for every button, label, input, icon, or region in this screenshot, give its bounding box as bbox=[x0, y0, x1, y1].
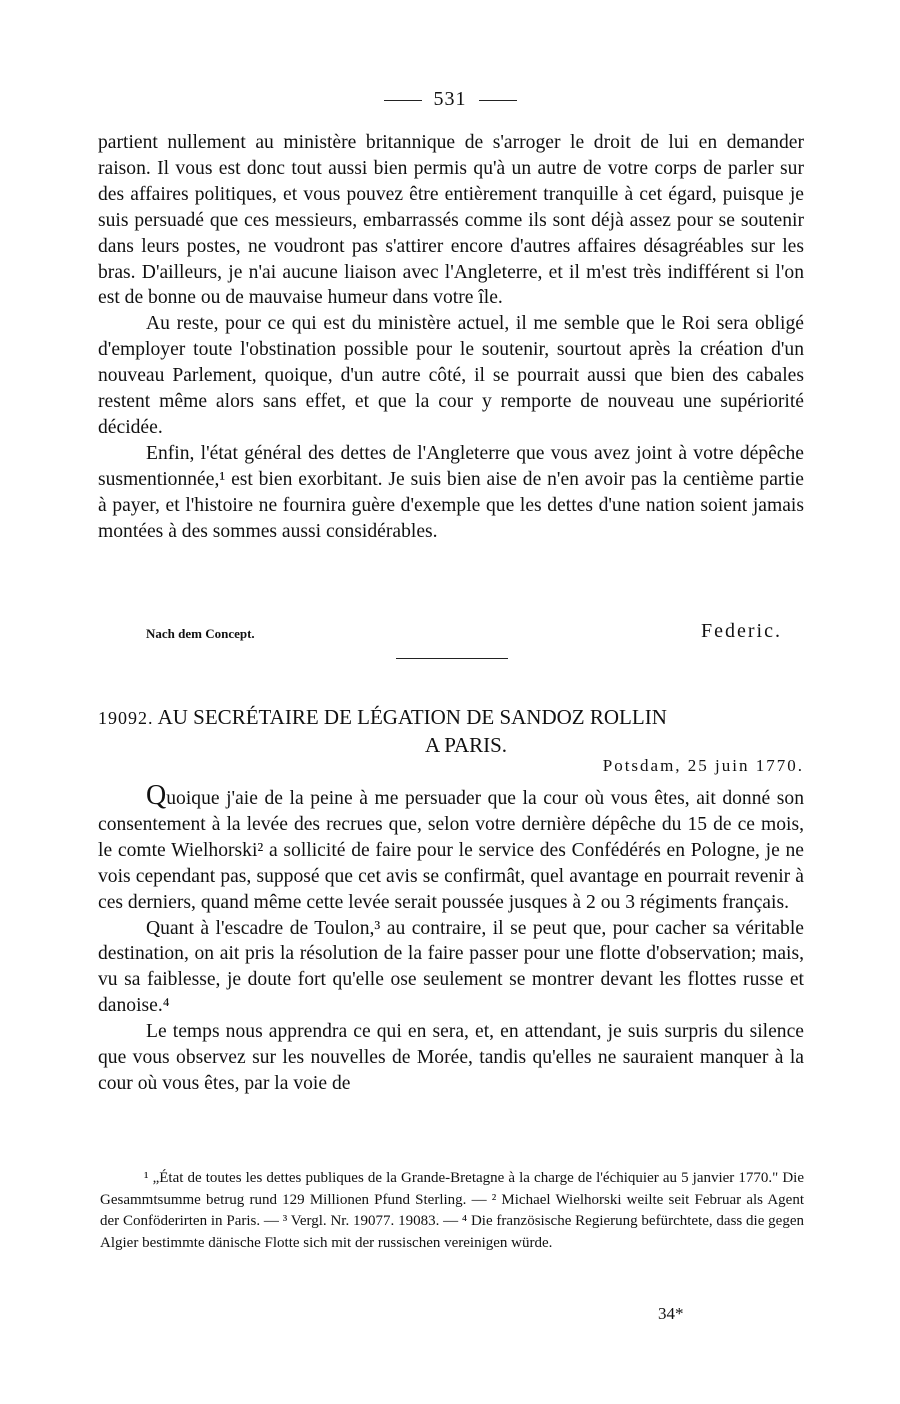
letter-title-line-2: A PARIS. bbox=[424, 733, 508, 757]
footnote-text: ¹ „État de toutes les dettes publiques de la Grande-Bretagne à la charge de l'échiquier au 5 janvier 1770." Die Gesammtsumme betrug rund 129 Millionen Pfund Sterling. — ² Michael Wielhorski weilte seit Februar als Agent der Conföderirten in Paris. — ³ Vergl. Nr. 19077. 19083. — ⁴ Die französische Regierung befürchtete, dass die gegen Algier bestimmte dänische Flotte sich mit der russischen vereinigen würde. bbox=[100, 1170, 804, 1251]
paragraph: Enfin, l'état général des dettes de l'Angleterre que vous avez joint à votre dépêche susmentionnée,¹ est bien exorbitant. Je suis bien aise de n'en avoir pas la centième partie à payer, et l'histoire ne fournira guère d'exemple que les dettes d'une nation soient jamais montées à des sommes aussi considérables. bbox=[98, 442, 804, 542]
letter-heading bbox=[98, 704, 804, 759]
letter-body bbox=[98, 780, 804, 1097]
section-divider bbox=[396, 658, 508, 659]
header-dash-left bbox=[384, 100, 422, 101]
letter-number: 19092. bbox=[98, 708, 154, 728]
header-dash-right bbox=[479, 100, 517, 101]
page-number: 531 bbox=[433, 88, 467, 110]
signature: Federic. bbox=[701, 620, 782, 642]
footnotes bbox=[100, 1168, 804, 1254]
letter-closing bbox=[98, 620, 804, 646]
page-header bbox=[0, 88, 900, 111]
letter-continuation-text bbox=[98, 130, 804, 545]
printer-signature-mark: 34* bbox=[658, 1304, 684, 1323]
source-note: Nach dem Concept. bbox=[146, 626, 255, 641]
paragraph: partient nullement au ministère britannique de s'arroger le droit de lui en demander raison. Il vous est donc tout aussi bien permis qu'à un autre de votre corps de parler sur des affaires politiques, et vous pouvez être entièrement tranquille à cet égard, puisque je suis persuadé que ces messieurs, embarrassés comme ils sont déjà assez pour se soutenir dans leurs postes, ne voudront pas s'attirer encore d'autres affaires désagréables sur les bras. D'ailleurs, je n'ai aucune liaison avec l'Angleterre, et il m'est très indifférent si l'on est de bonne ou de mauvaise humeur dans votre île. bbox=[98, 132, 804, 309]
paragraph: Quant à l'escadre de Toulon,³ au contraire, il se peut que, pour cacher sa véritable destination, on ait pris la résolution de la faire passer pour une flotte d'observation; mais, vu sa faiblesse, je doute fort qu'elle ose seulement se montrer devant les flottes russe et danoise.⁴ bbox=[98, 917, 804, 1017]
paragraph: Le temps nous apprendra ce qui en sera, et, en attendant, je suis surpris du silence que vous observez sur les nouvelles de Morée, tandis qu'elles ne sauraient manquer à la cour où vous êtes, par la voie de bbox=[98, 1021, 804, 1094]
paragraph: Quoique j'aie de la peine à me persuader que la cour où vous êtes, ait donné son consentement à la levée des recrues que, selon votre dernière dépêche du 15 de ce mois, le comte Wielhorski² a sollicité de faire pour le service des Confédérés en Pologne, je ne vois cependant pas, supposé que cet avis se confirmât, quel avantage en pourrait revenir à ces derniers, quand même cette levée serait poussée jusques à 2 ou 3 régiments français. bbox=[98, 780, 804, 913]
letter-title-line-1: AU SECRÉTAIRE DE LÉGATION DE SANDOZ ROLLIN bbox=[157, 705, 667, 729]
dateline: Potsdam, 25 juin 1770. bbox=[602, 756, 804, 775]
paragraph: Au reste, pour ce qui est du ministère actuel, il me semble que le Roi sera obligé d'employer toute l'obstination possible pour le soutenir, sourtout après la création d'un nouveau Parlement, quoique, d'un autre côté, il se pourrait aussi que bien des cabales restent même alors sans effet, et que la cour y remporte de nouveau une supériorité décidée. bbox=[98, 313, 804, 438]
